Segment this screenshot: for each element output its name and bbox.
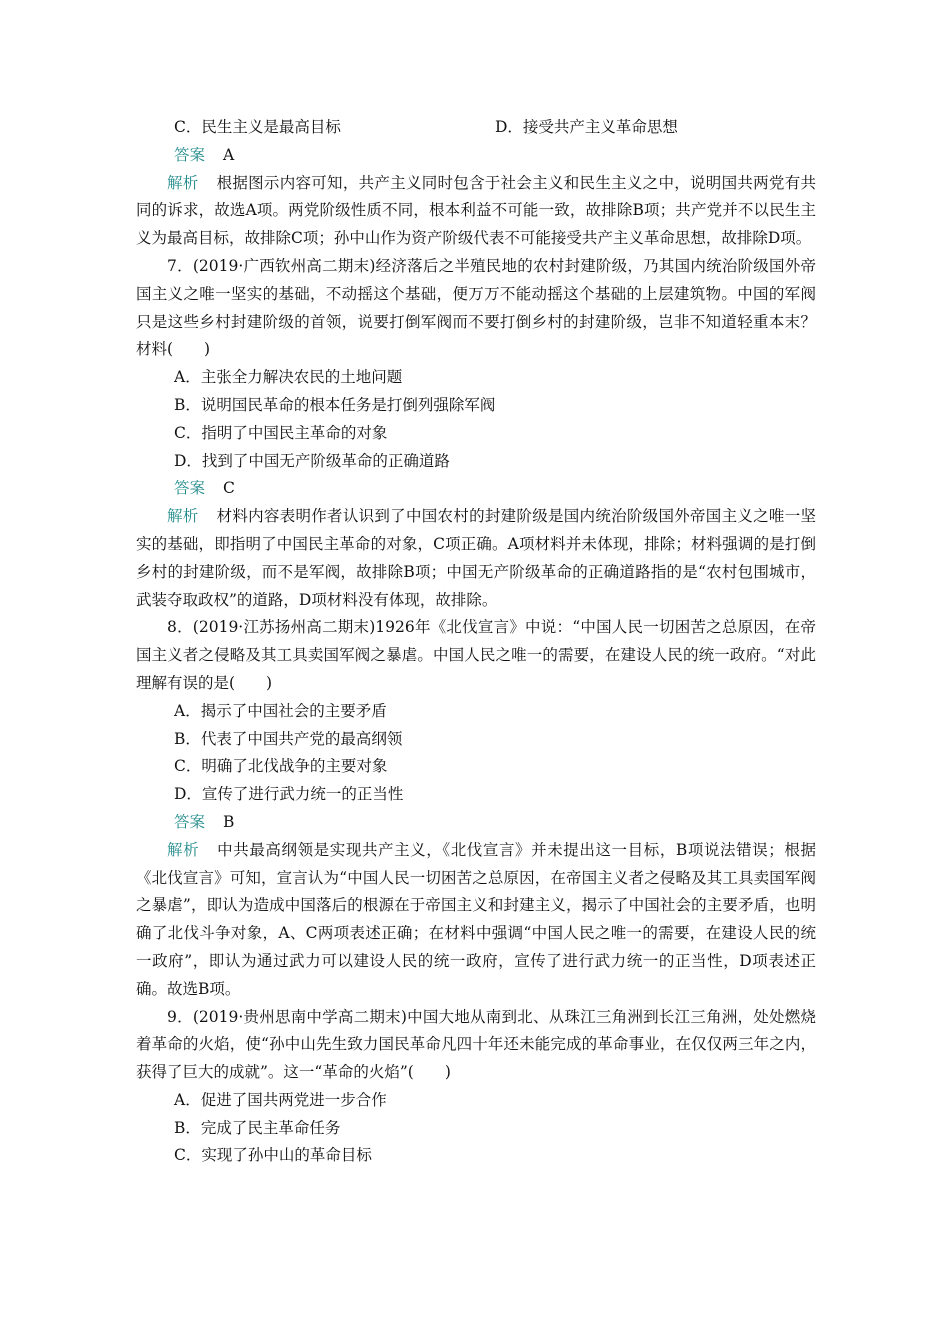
q6-options-row bbox=[136, 114, 816, 142]
q8-stem: 8．(2019·江苏扬州高二期末)1926年《北伐宣言》中说：“中国人民一切困苦之总原因，在帝国主义者之侵略及其工具卖国军阀之暴虐。中国人民之唯一的需要，在建设人民的统一政府。“对此理解有误的是( ) bbox=[136, 618, 816, 692]
analysis-label: 解析 bbox=[167, 173, 199, 192]
q8-option-d: D．宣传了进行武力统一的正当性 bbox=[174, 785, 404, 804]
q7-option-d: D．找到了中国无产阶级革命的正确道路 bbox=[174, 451, 450, 470]
q7-option-a: A．主张全力解决农民的土地问题 bbox=[174, 368, 403, 387]
analysis-text: 根据图示内容可知，共产主义同时包含于社会主义和民生主义之中，说明国共两党有共同的诉求，故选A项。两党阶级性质不同，根本利益不可能一致，故排除B项；共产党并不以民生主义为最高目标，故排除C项；孙中山作为资产阶级代表不可能接受共产主义革命思想，故排除D项。 bbox=[136, 173, 816, 248]
answer-value: B bbox=[223, 812, 235, 831]
q7-stem: 7．(2019·广西钦州高二期末)经济落后之半殖民地的农村封建阶级，乃其国内统治阶级国外帝国主义之唯一坚实的基础，不动摇这个基础，便万万不能动摇这个基础的上层建筑物。中国的军阀只是这些乡村封建阶级的首领，说要打倒军阀而不要打倒乡村的封建阶级，岂非不知道轻重本末？材料( ) bbox=[136, 256, 816, 359]
answer-label: 答案 bbox=[174, 812, 206, 831]
q6-option-d: D．接受共产主义革命思想 bbox=[495, 118, 678, 136]
analysis-text: 中共最高纲领是实现共产主义，《北伐宣言》并未提出这一目标，B项说法错误；根据《北伐宣言》可知，宣言认为“中国人民一切困苦之总原因，在帝国主义者之侵略及其工具卖国军阀之暴虐”，即认为造成中国落后的根源在于帝国主义和封建主义，揭示了中国社会的主要矛盾，也明确了北伐斗争对象，A、C两项表述正确；在材料中强调“中国人民之唯一的需要，在建设人民的统一政府”，即认为通过武力可以建设人民的统一政府，宣传了进行武力统一的正当性，D项表述正确。故选B项。 bbox=[136, 840, 816, 998]
q7-option-b: B．说明国民革命的根本任务是打倒列强除军阀 bbox=[174, 395, 496, 414]
analysis-text: 材料内容表明作者认识到了中国农村的封建阶级是国内统治阶级国外帝国主义之唯一坚实的基础，即指明了中国民主革命的对象，C项正确。A项材料并未体现，排除；材料强调的是打倒乡村的封建阶级，而不是军阀，故排除B项；中国无产阶级革命的正确道路指的是“农村包围城市，武装夺取政权”的道路，D项材料没有体现，故排除。 bbox=[136, 507, 816, 609]
q8-option-a: A．揭示了中国社会的主要矛盾 bbox=[174, 701, 387, 720]
q9-option-b: B．完成了民主革命任务 bbox=[174, 1118, 341, 1137]
q7-option-c: C．指明了中国民主革命的对象 bbox=[174, 423, 388, 442]
answer-label: 答案 bbox=[174, 479, 206, 498]
answer-value: C bbox=[223, 479, 235, 498]
q6-option-c: C．民生主义是最高目标 bbox=[174, 118, 341, 136]
q6-answer bbox=[136, 142, 816, 170]
q8-answer bbox=[136, 809, 816, 837]
q6-analysis bbox=[136, 170, 816, 253]
analysis-label: 解析 bbox=[167, 840, 200, 859]
answer-label: 答案 bbox=[174, 145, 206, 164]
q9-stem: 9．(2019·贵州思南中学高二期末)中国大地从南到北、从珠江三角洲到长江三角洲，处处燃烧着革命的火焰，使“孙中山先生致力国民革命凡四十年还未能完成的革命事业，在仅仅两三年之内，获得了巨大的成就”。这一“革命的火焰”( ) bbox=[136, 1007, 816, 1082]
document-page bbox=[136, 114, 816, 1170]
q8-option-b: B．代表了中国共产党的最高纲领 bbox=[174, 729, 403, 748]
q7-answer bbox=[136, 475, 816, 503]
q7-analysis bbox=[136, 503, 816, 614]
q9-option-a: A．促进了国共两党进一步合作 bbox=[174, 1090, 387, 1109]
q8-analysis bbox=[136, 837, 816, 1004]
q8-option-c: C．明确了北伐战争的主要对象 bbox=[174, 757, 388, 776]
answer-value: A bbox=[223, 145, 235, 164]
analysis-label: 解析 bbox=[167, 507, 199, 526]
q9-option-c: C．实现了孙中山的革命目标 bbox=[174, 1146, 372, 1165]
